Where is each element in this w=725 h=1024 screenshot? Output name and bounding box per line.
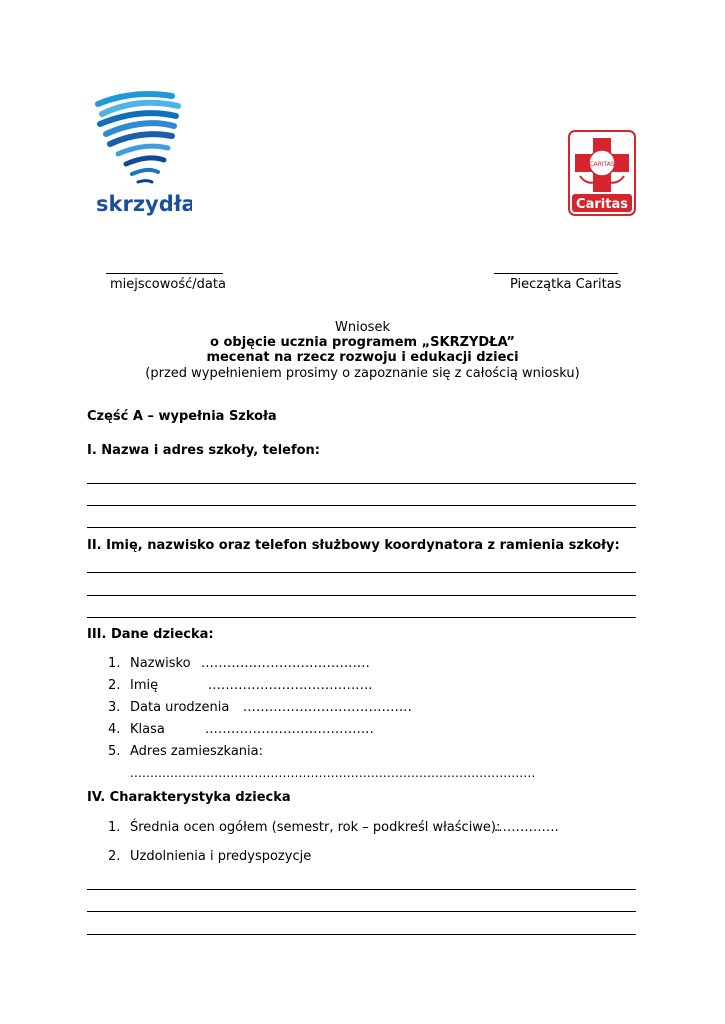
caritas-logo bbox=[568, 130, 636, 216]
field-surname[interactable]: ....................................... bbox=[201, 656, 370, 671]
stamp-line bbox=[494, 273, 618, 274]
doc-note: (przed wypełnieniem prosimy o zapoznanie się z całością wniosku) bbox=[145, 366, 580, 381]
place-date-label: miejscowość/data bbox=[110, 277, 226, 292]
doc-subtitle-2: mecenat na rzecz rozwoju i edukacji dzieci bbox=[206, 350, 519, 365]
fill-line[interactable] bbox=[87, 595, 636, 596]
field-label-class: Klasa bbox=[130, 722, 165, 737]
list-number: 2. bbox=[108, 849, 121, 864]
fill-line[interactable] bbox=[87, 934, 636, 935]
field-label-grade-average: Średnia ocen ogółem (semestr, rok – podkreśl właściwe): bbox=[130, 820, 501, 835]
list-number: 5. bbox=[108, 744, 121, 759]
list-number: 4. bbox=[108, 722, 121, 737]
section-1-heading: I. Nazwa i adres szkoły, telefon: bbox=[87, 443, 321, 458]
field-first-name[interactable]: ...................................... bbox=[208, 678, 373, 693]
stamp-label: Pieczątka Caritas bbox=[510, 277, 622, 292]
fill-line[interactable] bbox=[87, 483, 636, 484]
part-a-heading: Część A – wypełnia Szkoła bbox=[87, 409, 277, 424]
section-3-heading: III. Dane dziecka: bbox=[87, 627, 214, 642]
skrzydla-logo-text: skrzydła bbox=[96, 192, 192, 216]
field-address[interactable]: ..................................................................................................... bbox=[130, 766, 536, 780]
fill-line[interactable] bbox=[87, 889, 636, 890]
list-number: 2. bbox=[108, 678, 121, 693]
list-number: 1. bbox=[108, 656, 121, 671]
field-class[interactable]: ....................................... bbox=[205, 722, 374, 737]
caritas-logo-text: Caritas bbox=[576, 197, 628, 212]
fill-line[interactable] bbox=[87, 911, 636, 912]
doc-subtitle: o objęcie ucznia programem „SKRZYDŁA” bbox=[210, 335, 515, 350]
section-2-heading: II. Imię, nazwisko oraz telefon służbowy koordynatora z ramienia szkoły: bbox=[87, 538, 620, 553]
field-label-talents: Uzdolnienia i predyspozycje bbox=[130, 849, 312, 864]
field-label-first-name: Imię bbox=[130, 678, 159, 693]
fill-line[interactable] bbox=[87, 617, 636, 618]
doc-title: Wniosek bbox=[335, 320, 390, 335]
field-grade-average[interactable]: ............... bbox=[494, 820, 559, 835]
caritas-circle-text: CARITAS bbox=[589, 161, 615, 168]
field-label-surname: Nazwisko bbox=[130, 656, 191, 671]
list-number: 3. bbox=[108, 700, 121, 715]
fill-line[interactable] bbox=[87, 505, 636, 506]
list-number: 1. bbox=[108, 820, 121, 835]
field-label-birth-date: Data urodzenia bbox=[130, 700, 230, 715]
section-4-heading: IV. Charakterystyka dziecka bbox=[87, 790, 291, 805]
field-birth-date[interactable]: ....................................... bbox=[243, 700, 412, 715]
fill-line[interactable] bbox=[87, 572, 636, 573]
place-date-line bbox=[106, 273, 223, 274]
fill-line[interactable] bbox=[87, 527, 636, 528]
skrzydla-logo bbox=[92, 86, 192, 216]
field-label-address: Adres zamieszkania: bbox=[130, 744, 264, 759]
